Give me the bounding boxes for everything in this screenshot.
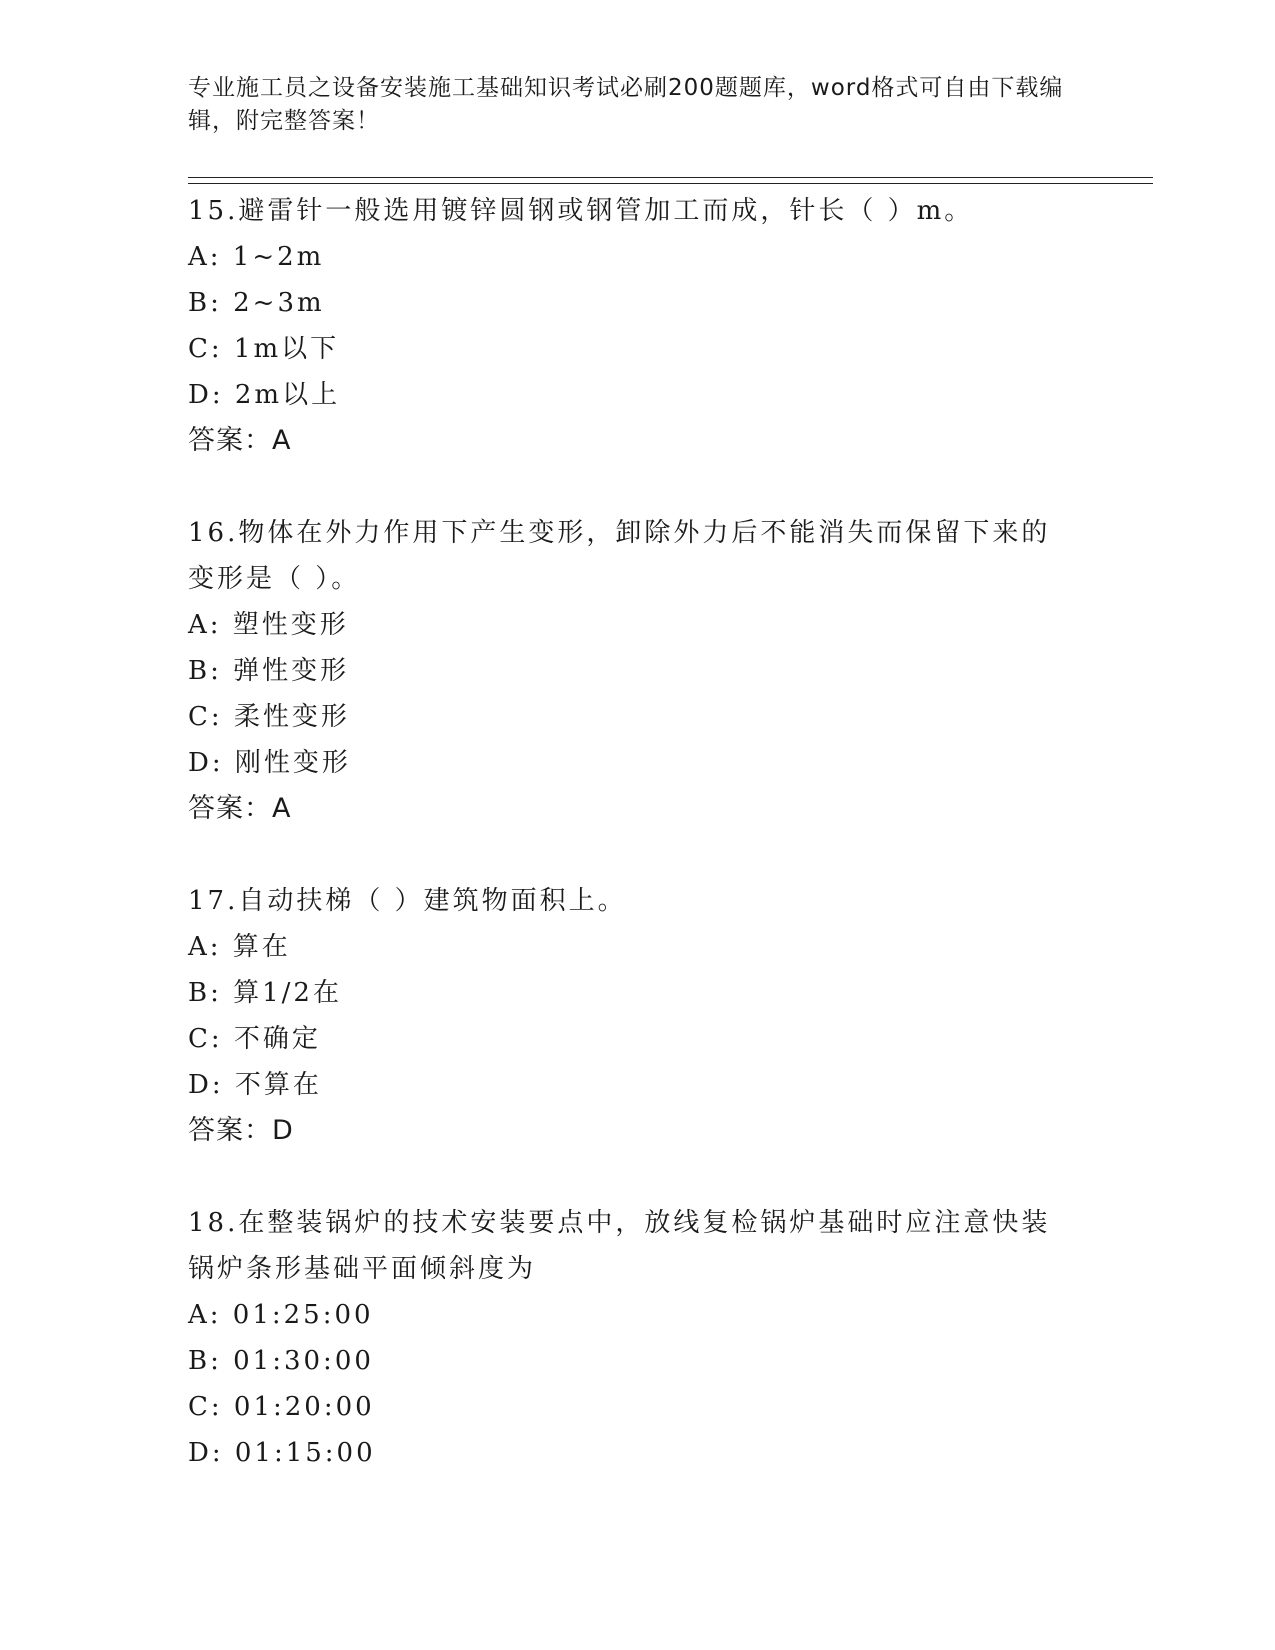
- option-c: C: 柔性变形: [188, 702, 350, 732]
- option-d: D: 01:15:00: [188, 1438, 376, 1468]
- answer-label: 答案：A: [188, 793, 292, 824]
- answer-label: 答案：D: [188, 1115, 294, 1146]
- question-text: 16.物体在外力作用下产生变形，卸除外力后不能消失而保留下来的变形是（ ）。: [188, 518, 1051, 594]
- option-d: D: 2m以上: [188, 380, 341, 410]
- option-d: D: 刚性变形: [188, 748, 351, 778]
- option-b: B: 算1/2在: [188, 978, 342, 1008]
- option-c: C: 1m以下: [188, 334, 340, 364]
- option-c: C: 不确定: [188, 1024, 321, 1054]
- question-16: [188, 510, 1088, 832]
- option-a: A: 塑性变形: [188, 610, 349, 640]
- header-divider-top: [188, 177, 1153, 178]
- question-15: [188, 188, 1088, 464]
- option-b: B: 2~3m: [188, 288, 325, 318]
- question-list: [188, 188, 1088, 1522]
- question-18: [188, 1200, 1088, 1476]
- option-b: B: 01:30:00: [188, 1346, 374, 1376]
- question-17: [188, 878, 1088, 1154]
- document-title: 专业施工员之设备安装施工基础知识考试必刷200题题库，word格式可自由下载编辑，附完整答案！: [188, 75, 1064, 134]
- answer-label: 答案：A: [188, 425, 292, 456]
- option-a: A: 01:25:00: [188, 1300, 374, 1330]
- option-d: D: 不算在: [188, 1070, 322, 1100]
- option-a: A: 算在: [188, 932, 291, 962]
- option-c: C: 01:20:00: [188, 1392, 375, 1422]
- question-text: 17.自动扶梯（ ）建筑物面积上。: [188, 886, 627, 916]
- question-text: 15.避雷针一般选用镀锌圆钢或钢管加工而成，针长（ ）m。: [188, 196, 974, 226]
- header-divider-bottom: [188, 183, 1153, 184]
- question-text: 18.在整装锅炉的技术安装要点中，放线复检锅炉基础时应注意快装锅炉条形基础平面倾斜度为: [188, 1208, 1051, 1284]
- option-b: B: 弹性变形: [188, 656, 350, 686]
- option-a: A: 1~2m: [188, 242, 325, 272]
